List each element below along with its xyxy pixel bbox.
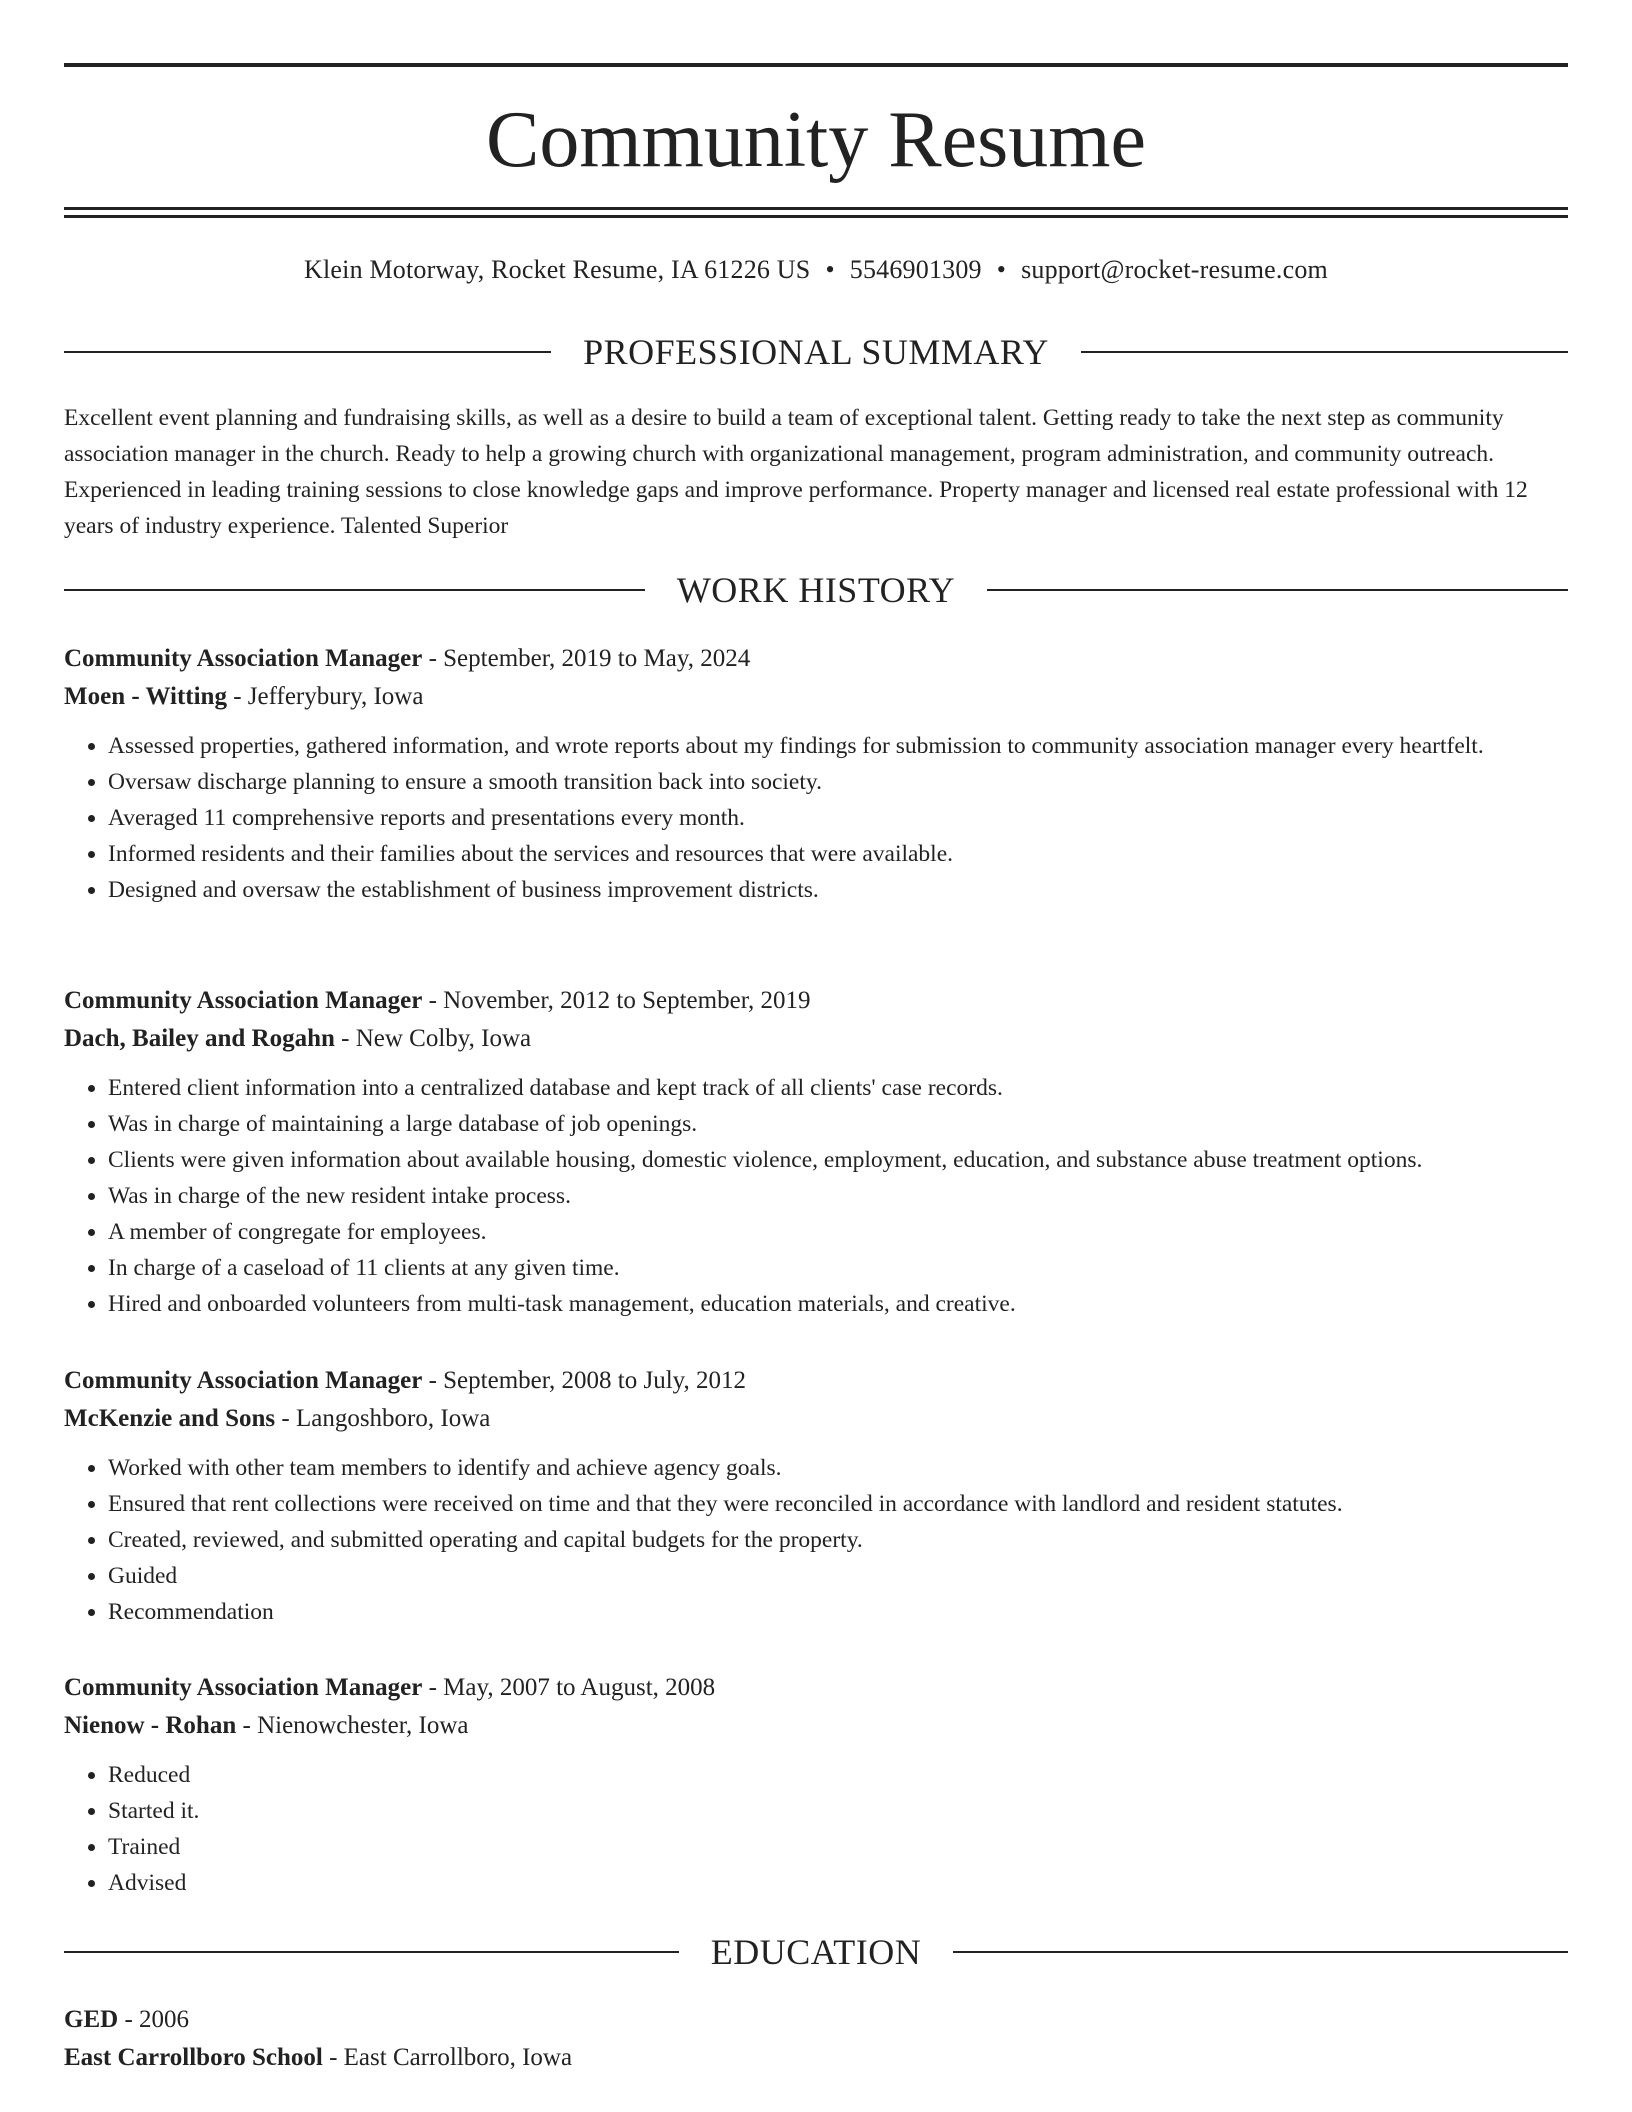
heading-rule xyxy=(64,1951,679,1953)
bullet-item: • Was in charge of maintaining a large database of job openings. xyxy=(108,1106,1568,1142)
job-bullets xyxy=(64,728,1568,908)
bullet-item: • Clients were given information about available housing, domestic violence, employment, education, and substance abuse treatment options. xyxy=(108,1142,1568,1178)
job-title: Community Association Manager xyxy=(64,987,423,1014)
job-entry xyxy=(64,1362,1568,1630)
job-company-line xyxy=(64,678,1568,716)
job-location: - New Colby, Iowa xyxy=(334,1025,532,1052)
education-location: - East Carrollboro, Iowa xyxy=(322,2044,573,2071)
job-bullets xyxy=(64,1070,1568,1322)
education-school-line xyxy=(64,2039,1568,2077)
job-location: - Langoshboro, Iowa xyxy=(275,1405,491,1432)
job-dates: - November, 2012 to September, 2019 xyxy=(422,987,811,1014)
job-location: - Jefferybury, Iowa xyxy=(226,683,424,710)
job-company-line xyxy=(64,1707,1568,1745)
top-divider xyxy=(64,63,1568,67)
section-title: WORK HISTORY xyxy=(676,570,956,610)
education-school: East Carrollboro School xyxy=(64,2044,323,2071)
education-year: - 2006 xyxy=(118,2006,190,2033)
job-entry xyxy=(64,1669,1568,1901)
section-heading-summary xyxy=(64,330,1568,374)
job-title: Community Association Manager xyxy=(64,1674,423,1701)
section-title: EDUCATION xyxy=(710,1932,922,1972)
job-title-line xyxy=(64,1362,1568,1400)
job-company: McKenzie and Sons xyxy=(64,1405,276,1432)
job-entry xyxy=(64,982,1568,1322)
job-bullets xyxy=(64,1450,1568,1630)
bullet-item: • Informed residents and their families about the services and resources that were available. xyxy=(108,836,1568,872)
summary-text: Excellent event planning and fundraising skills, as well as a desire to build a team of exceptional talent. Getting ready to take the next step as community association manager in the church. Ready to help a growing church with organizational management, program administration, and community outreach. Experienced in leading training sessions to close knowledge gaps and improve performance. Property manager and licensed real estate professional with 12 years of industry experience. Talented Superior xyxy=(64,405,1528,539)
bullet-item: • A member of congregate for employees. xyxy=(108,1214,1568,1250)
bullet-item: • Hired and onboarded volunteers from multi-task management, education materials, and creative. xyxy=(108,1286,1568,1322)
bullet-item: • Advised xyxy=(108,1865,1568,1901)
bullet-item: • Was in charge of the new resident intake process. xyxy=(108,1178,1568,1214)
heading-rule xyxy=(64,351,551,353)
bullet-item: • In charge of a caseload of 11 clients at any given time. xyxy=(108,1250,1568,1286)
contact-separator: • xyxy=(825,255,835,284)
job-location: - Nienowchester, Iowa xyxy=(236,1712,469,1739)
job-dates: - May, 2007 to August, 2008 xyxy=(422,1674,716,1701)
job-company-line xyxy=(64,1020,1568,1058)
bullet-item: • Oversaw discharge planning to ensure a smooth transition back into society. xyxy=(108,764,1568,800)
contact-line xyxy=(64,252,1568,288)
bullet-item: • Designed and oversaw the establishment of business improvement districts. xyxy=(108,872,1568,908)
bullet-item: • Started it. xyxy=(108,1793,1568,1829)
job-company: Dach, Bailey and Rogahn xyxy=(64,1025,335,1052)
section-title: PROFESSIONAL SUMMARY xyxy=(583,332,1049,372)
job-title: Community Association Manager xyxy=(64,645,423,672)
section-heading-work xyxy=(64,568,1568,612)
job-title: Community Association Manager xyxy=(64,1367,423,1394)
heading-rule xyxy=(1081,351,1568,353)
bullet-item: • Worked with other team members to identify and achieve agency goals. xyxy=(108,1450,1568,1486)
heading-rule xyxy=(987,589,1568,591)
bullet-item: • Reduced xyxy=(108,1757,1568,1793)
bullet-item: • Entered client information into a centralized database and kept track of all clients' case records. xyxy=(108,1070,1568,1106)
job-entry xyxy=(64,640,1568,908)
resume-name: Community Resume xyxy=(486,96,1146,184)
job-dates: - September, 2008 to July, 2012 xyxy=(422,1367,747,1394)
bullet-item: • Trained xyxy=(108,1829,1568,1865)
contact-email: support@rocket-resume.com xyxy=(1021,255,1328,284)
heading-rule xyxy=(953,1951,1568,1953)
contact-address: Klein Motorway, Rocket Resume, IA 61226 US xyxy=(304,255,811,284)
bullet-item: • Guided xyxy=(108,1558,1568,1594)
section-heading-education xyxy=(64,1930,1568,1974)
job-dates: - September, 2019 to May, 2024 xyxy=(422,645,751,672)
bullet-item: • Recommendation xyxy=(108,1594,1568,1630)
job-bullets xyxy=(64,1757,1568,1901)
job-company: Nienow - Rohan xyxy=(64,1712,237,1739)
contact-phone: 5546901309 xyxy=(849,255,982,284)
job-company: Moen - Witting xyxy=(64,683,227,710)
bullet-item: • Assessed properties, gathered information, and wrote reports about my findings for submission to community association manager every heartfelt. xyxy=(108,728,1568,764)
heading-rule xyxy=(64,589,645,591)
bullet-item: • Created, reviewed, and submitted operating and capital budgets for the property. xyxy=(108,1522,1568,1558)
contact-separator: • xyxy=(996,255,1007,284)
education-entry xyxy=(64,2001,1568,2077)
job-title-line xyxy=(64,640,1568,678)
bullet-item: • Ensured that rent collections were received on time and that they were reconciled in accordance with landlord and resident statutes. xyxy=(108,1486,1568,1522)
job-company-line xyxy=(64,1400,1568,1438)
education-degree: GED xyxy=(64,2006,119,2033)
bullet-item: • Averaged 11 comprehensive reports and presentations every month. xyxy=(108,800,1568,836)
job-title-line xyxy=(64,1669,1568,1707)
education-degree-line xyxy=(64,2001,1568,2039)
job-title-line xyxy=(64,982,1568,1020)
double-divider xyxy=(64,207,1568,218)
